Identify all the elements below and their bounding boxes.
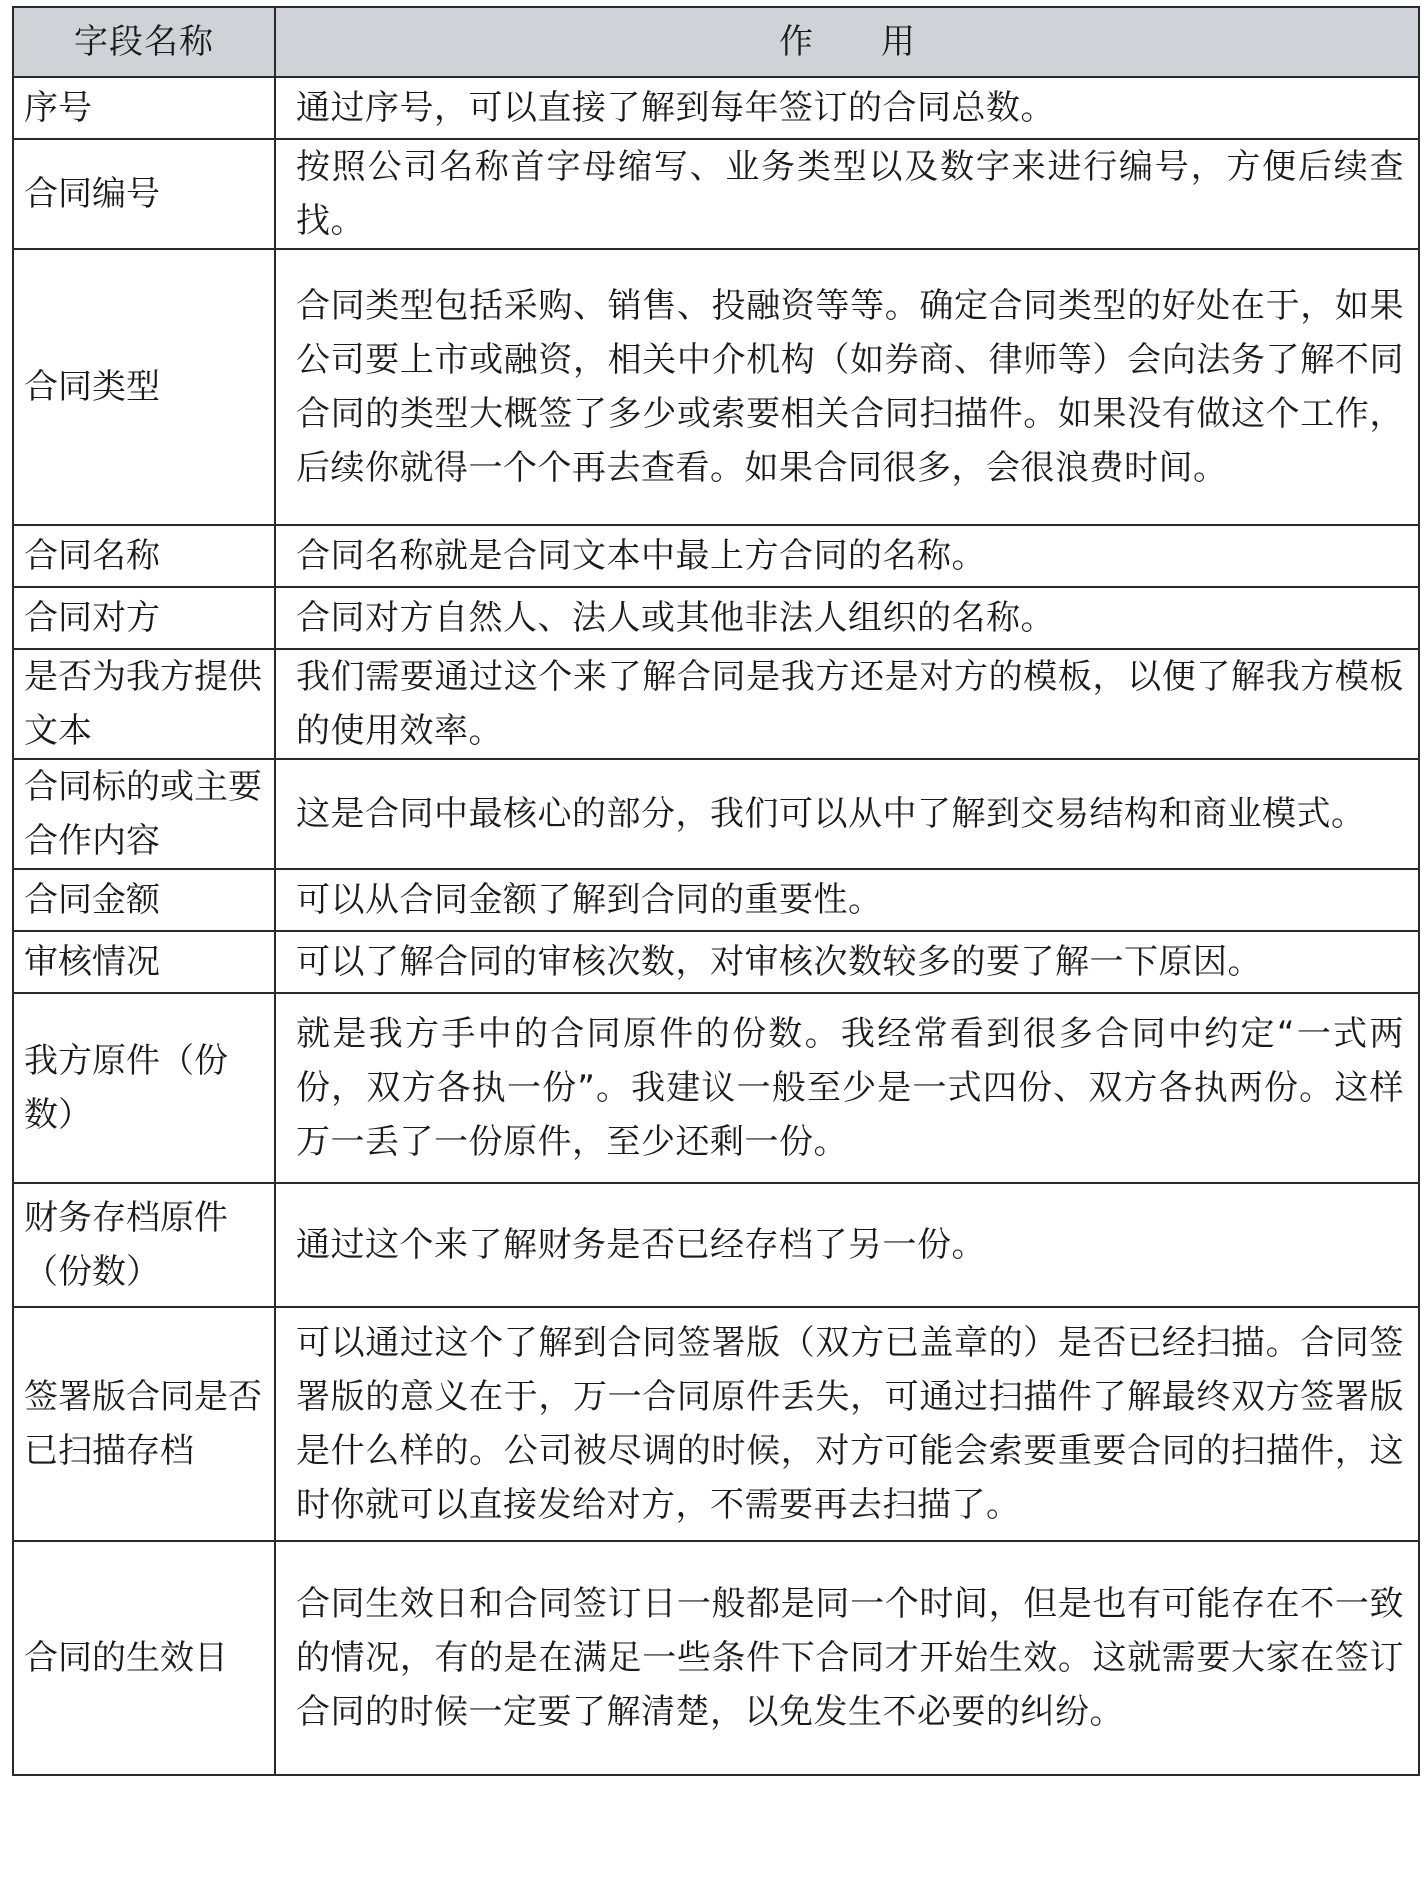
field-purpose-cell: 合同名称就是合同文本中最上方合同的名称。 (275, 525, 1419, 587)
table-row (13, 587, 1419, 649)
table-row (13, 1307, 1419, 1541)
header-row (13, 7, 1419, 77)
field-name-cell: 签署版合同是否已扫描存档 (13, 1307, 275, 1541)
field-purpose-cell: 合同生效日和合同签订日一般都是同一个时间，但是也有可能存在不一致的情况，有的是在满足一些条件下合同才开始生效。这就需要大家在签订合同的时候一定要了解清楚，以免发生不必要的纠纷。 (275, 1541, 1419, 1775)
table-row (13, 77, 1419, 139)
table-row (13, 249, 1419, 525)
field-name-cell: 合同金额 (13, 869, 275, 931)
table-row (13, 1183, 1419, 1307)
field-purpose-cell: 合同对方自然人、法人或其他非法人组织的名称。 (275, 587, 1419, 649)
table-row (13, 525, 1419, 587)
field-name-cell: 合同标的或主要合作内容 (13, 759, 275, 869)
table-row (13, 931, 1419, 993)
field-purpose-cell: 按照公司名称首字母缩写、业务类型以及数字来进行编号，方便后续查找。 (275, 139, 1419, 249)
table-row (13, 649, 1419, 759)
header-purpose: 作 用 (275, 7, 1419, 77)
table-row (13, 759, 1419, 869)
field-name-cell: 合同的生效日 (13, 1541, 275, 1775)
field-purpose-cell: 通过序号，可以直接了解到每年签订的合同总数。 (275, 77, 1419, 139)
field-purpose-cell: 这是合同中最核心的部分，我们可以从中了解到交易结构和商业模式。 (275, 759, 1419, 869)
table-header (13, 7, 1419, 77)
field-purpose-cell: 可以从合同金额了解到合同的重要性。 (275, 869, 1419, 931)
field-name-cell: 合同类型 (13, 249, 275, 525)
field-purpose-cell: 可以通过这个了解到合同签署版（双方已盖章的）是否已经扫描。合同签署版的意义在于，万一合同原件丢失，可通过扫描件了解最终双方签署版是什么样的。公司被尽调的时候，对方可能会索要重要合同的扫描件，这时你就可以直接发给对方，不需要再去扫描了。 (275, 1307, 1419, 1541)
field-purpose-cell: 通过这个来了解财务是否已经存档了另一份。 (275, 1183, 1419, 1307)
field-purpose-cell: 合同类型包括采购、销售、投融资等等。确定合同类型的好处在于，如果公司要上市或融资，相关中介机构（如券商、律师等）会向法务了解不同合同的类型大概签了多少或索要相关合同扫描件。如果没有做这个工作，后续你就得一个个再去查看。如果合同很多，会很浪费时间。 (275, 249, 1419, 525)
field-name-cell: 合同编号 (13, 139, 275, 249)
table-row (13, 1541, 1419, 1775)
header-field-name: 字段名称 (13, 7, 275, 77)
field-purpose-cell: 我们需要通过这个来了解合同是我方还是对方的模板，以便了解我方模板的使用效率。 (275, 649, 1419, 759)
table-row (13, 993, 1419, 1183)
contract-fields-table (12, 6, 1420, 1776)
field-purpose-cell: 就是我方手中的合同原件的份数。我经常看到很多合同中约定“一式两份，双方各执一份”。我建议一般至少是一式四份、双方各执两份。这样万一丢了一份原件，至少还剩一份。 (275, 993, 1419, 1183)
table-row (13, 139, 1419, 249)
field-name-cell: 是否为我方提供文本 (13, 649, 275, 759)
field-name-cell: 合同对方 (13, 587, 275, 649)
field-name-cell: 财务存档原件（份数） (13, 1183, 275, 1307)
field-name-cell: 合同名称 (13, 525, 275, 587)
field-name-cell: 序号 (13, 77, 275, 139)
field-purpose-cell: 可以了解合同的审核次数，对审核次数较多的要了解一下原因。 (275, 931, 1419, 993)
table-body (13, 77, 1419, 1775)
field-name-cell: 我方原件（份数） (13, 993, 275, 1183)
field-name-cell: 审核情况 (13, 931, 275, 993)
table-row (13, 869, 1419, 931)
